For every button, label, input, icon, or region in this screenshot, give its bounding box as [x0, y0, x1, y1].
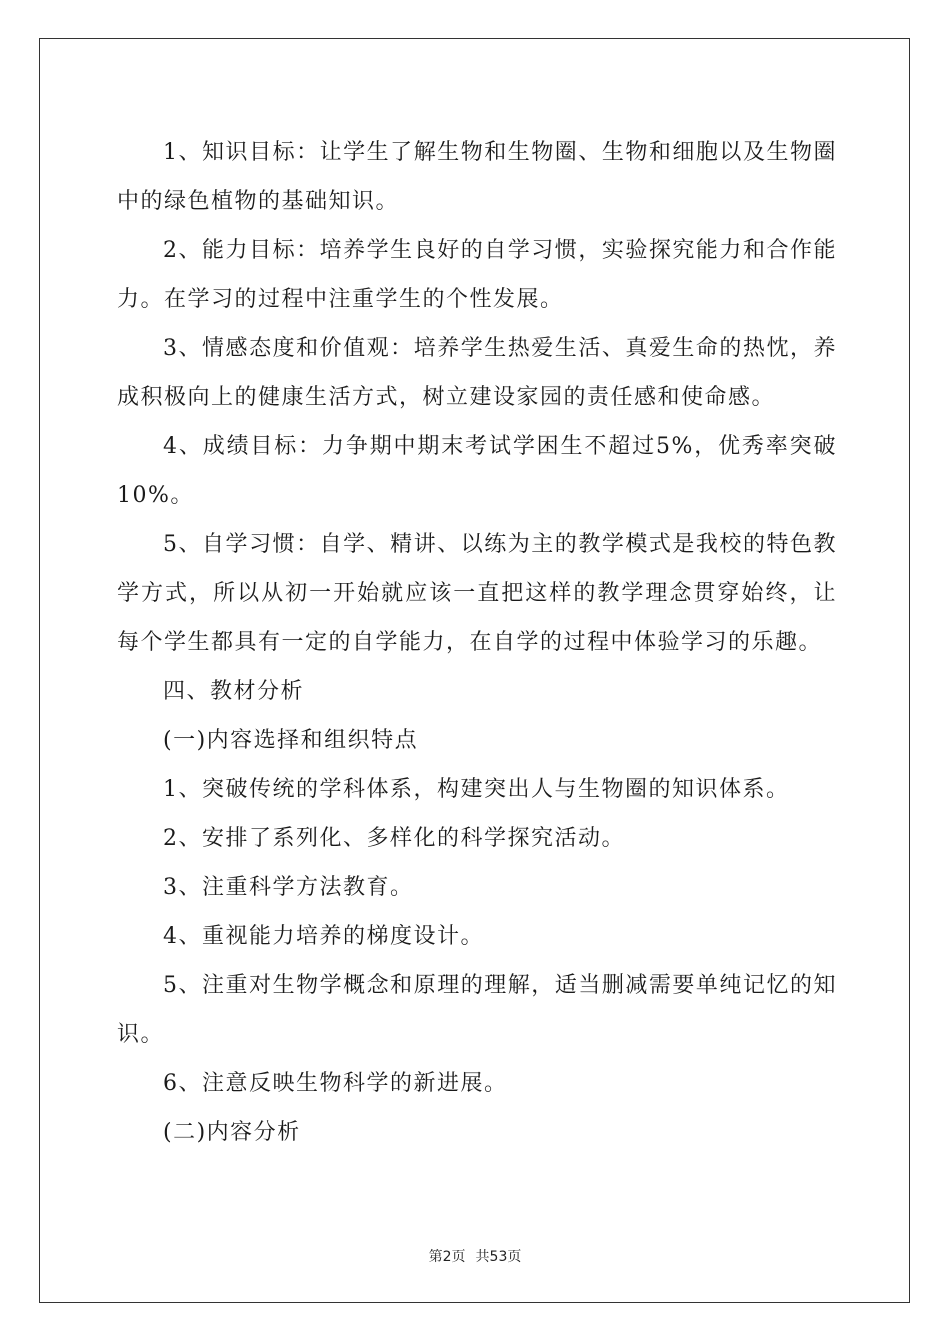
paragraph: 5、自学习惯：自学、精讲、以练为主的教学模式是我校的特色教学方式，所以从初一开始就应该一直把这样的教学理念贯穿始终，让每个学生都具有一定的自学能力，在自学的过程中体验学习的乐趣。: [117, 532, 837, 655]
paragraph: 2、能力目标：培养学生良好的自学习惯，实验探究能力和合作能力。在学习的过程中注重学生的个性发展。: [117, 238, 837, 312]
document-body: [117, 128, 837, 1157]
list-item: 6、注意反映生物科学的新进展。: [163, 1071, 508, 1096]
list-item: 2、安排了系列化、多样化的科学探究活动。: [163, 826, 625, 851]
page-total: 共53页: [475, 1249, 522, 1265]
page-number: 第2页: [428, 1249, 466, 1265]
subsection-heading: (一)内容选择和组织特点: [163, 728, 419, 753]
list-item: 4、重视能力培养的梯度设计。: [163, 924, 484, 949]
page-footer: [0, 1246, 950, 1266]
section-heading: 四、教材分析: [163, 679, 305, 704]
subsection-heading: (二)内容分析: [163, 1120, 301, 1145]
list-item: 5、注重对生物学概念和原理的理解，适当删减需要单纯记忆的知识。: [117, 973, 837, 1047]
paragraph: 4、成绩目标：力争期中期末考试学困生不超过5%，优秀率突破10%。: [117, 434, 837, 508]
list-item: 3、注重科学方法教育。: [163, 875, 414, 900]
list-item: 1、突破传统的学科体系，构建突出人与生物圈的知识体系。: [163, 777, 790, 802]
paragraph: 1、知识目标：让学生了解生物和生物圈、生物和细胞以及生物圈中的绿色植物的基础知识。: [117, 140, 837, 214]
paragraph: 3、情感态度和价值观：培养学生热爱生活、真爱生命的热忱，养成积极向上的健康生活方式，树立建设家园的责任感和使命感。: [117, 336, 837, 410]
